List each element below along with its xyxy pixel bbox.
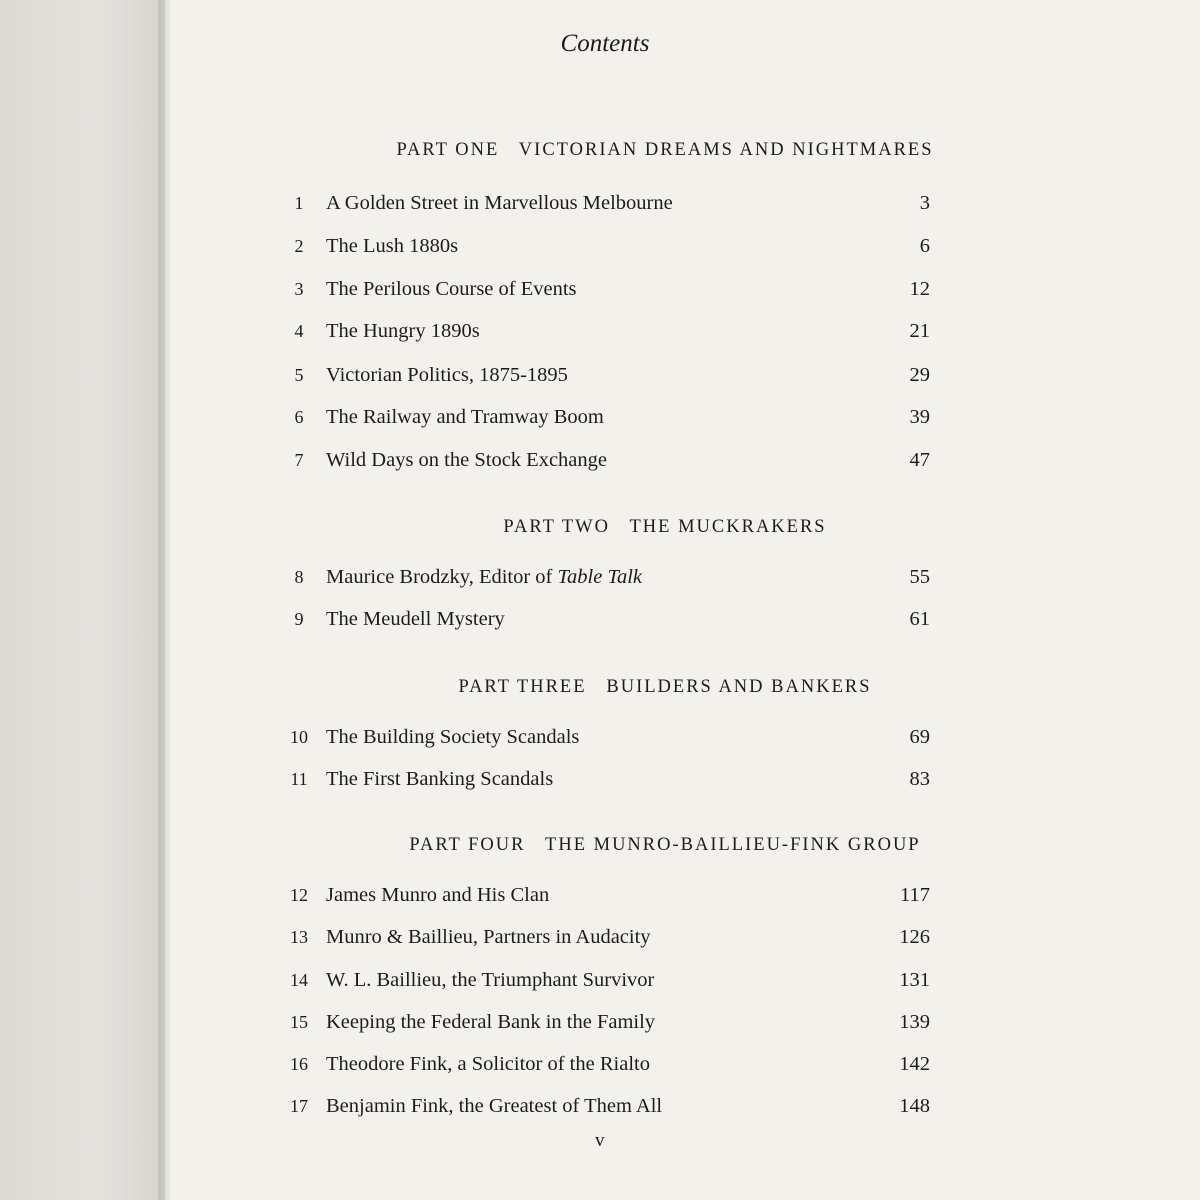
part-heading: PART TWO THE MUCKRAKERS: [503, 517, 827, 537]
chapter-title: [326, 562, 642, 592]
page-number: 55: [909, 566, 930, 588]
book-gutter: [0, 0, 165, 1200]
chapter-number: 15: [290, 1012, 308, 1032]
toc-entry[interactable]: [282, 922, 930, 952]
toc-entry[interactable]: [282, 965, 930, 995]
chapter-title: Munro & Baillieu, Partners in Audacity: [326, 926, 651, 948]
page-number: 12: [909, 278, 930, 300]
page-shadow: [158, 0, 170, 1200]
chapter-title: Victorian Politics, 1875-1895: [326, 364, 568, 386]
page-number: 148: [899, 1095, 930, 1117]
chapter-number: 5: [294, 365, 304, 385]
toc-entry[interactable]: [282, 880, 930, 910]
page-number: 61: [909, 608, 930, 630]
toc-entry[interactable]: [282, 316, 930, 346]
page-number: 139: [899, 1011, 930, 1033]
page-number: 21: [909, 320, 930, 342]
toc-entry[interactable]: [282, 360, 930, 390]
toc-entry[interactable]: [282, 402, 930, 432]
part-heading: PART FOUR THE MUNRO-BAILLIEU-FINK GROUP: [409, 835, 921, 855]
chapter-title: The Lush 1880s: [326, 235, 459, 257]
chapter-title: James Munro and His Clan: [326, 884, 550, 906]
periodical-title: Table Talk: [557, 566, 643, 588]
chapter-title: Keeping the Federal Bank in the Family: [326, 1011, 656, 1033]
chapter-title: The Railway and Tramway Boom: [326, 406, 604, 428]
chapter-number: 3: [294, 279, 304, 299]
chapter-number: 12: [290, 885, 308, 905]
chapter-title-text: Maurice Brodzky, Editor of: [326, 566, 558, 588]
folio-page-number: v: [595, 1130, 605, 1151]
chapter-title: A Golden Street in Marvellous Melbourne: [326, 192, 673, 214]
toc-entry[interactable]: [282, 1049, 930, 1079]
chapter-number: 11: [290, 769, 308, 789]
chapter-title: Theodore Fink, a Solicitor of the Rialto: [326, 1053, 650, 1075]
chapter-title: The Perilous Course of Events: [326, 278, 577, 300]
chapter-title: The Building Society Scandals: [326, 726, 580, 748]
part-heading: PART THREE BUILDERS AND BANKERS: [458, 677, 872, 697]
toc-entry[interactable]: [282, 562, 930, 592]
toc-entry[interactable]: [282, 445, 930, 475]
page-number: 69: [909, 726, 930, 748]
chapter-title: Wild Days on the Stock Exchange: [326, 449, 607, 471]
page-number: 131: [899, 969, 930, 991]
toc-entry[interactable]: [282, 231, 930, 261]
chapter-number: 6: [294, 407, 304, 427]
chapter-title: The Meudell Mystery: [326, 608, 505, 630]
toc-entry[interactable]: [282, 722, 930, 752]
chapter-number: 7: [294, 450, 304, 470]
page-number: 3: [919, 192, 930, 214]
chapter-number: 9: [294, 609, 304, 629]
page-number: 126: [899, 926, 930, 948]
chapter-number: 1: [294, 193, 304, 213]
page-number: 39: [909, 406, 930, 428]
chapter-number: 8: [294, 567, 304, 587]
toc-entry[interactable]: [282, 604, 930, 634]
toc-entry[interactable]: [282, 188, 930, 218]
chapter-title: The First Banking Scandals: [326, 768, 554, 790]
part-heading: PART ONE VICTORIAN DREAMS AND NIGHTMARES: [396, 140, 934, 160]
toc-entry[interactable]: [282, 764, 930, 794]
chapter-number: 4: [294, 321, 304, 341]
page-number: 117: [900, 884, 930, 906]
page-title: Contents: [560, 30, 650, 57]
page-number: 29: [909, 364, 930, 386]
page-number: 47: [909, 449, 930, 471]
page-number: 142: [899, 1053, 930, 1075]
toc-entry[interactable]: [282, 1007, 930, 1037]
toc-entry[interactable]: [282, 274, 930, 304]
chapter-number: 16: [290, 1054, 308, 1074]
chapter-title: Benjamin Fink, the Greatest of Them All: [326, 1095, 663, 1117]
chapter-number: 10: [290, 727, 308, 747]
chapter-number: 14: [290, 970, 308, 990]
toc-entry[interactable]: [282, 1091, 930, 1121]
contents-page: [170, 0, 1200, 1200]
chapter-number: 2: [294, 236, 304, 256]
chapter-number: 17: [290, 1096, 308, 1116]
chapter-title: W. L. Baillieu, the Triumphant Survivor: [326, 969, 655, 991]
page-number: 83: [909, 768, 930, 790]
chapter-title: The Hungry 1890s: [326, 320, 480, 342]
page-number: 6: [919, 235, 930, 257]
chapter-number: 13: [290, 927, 308, 947]
